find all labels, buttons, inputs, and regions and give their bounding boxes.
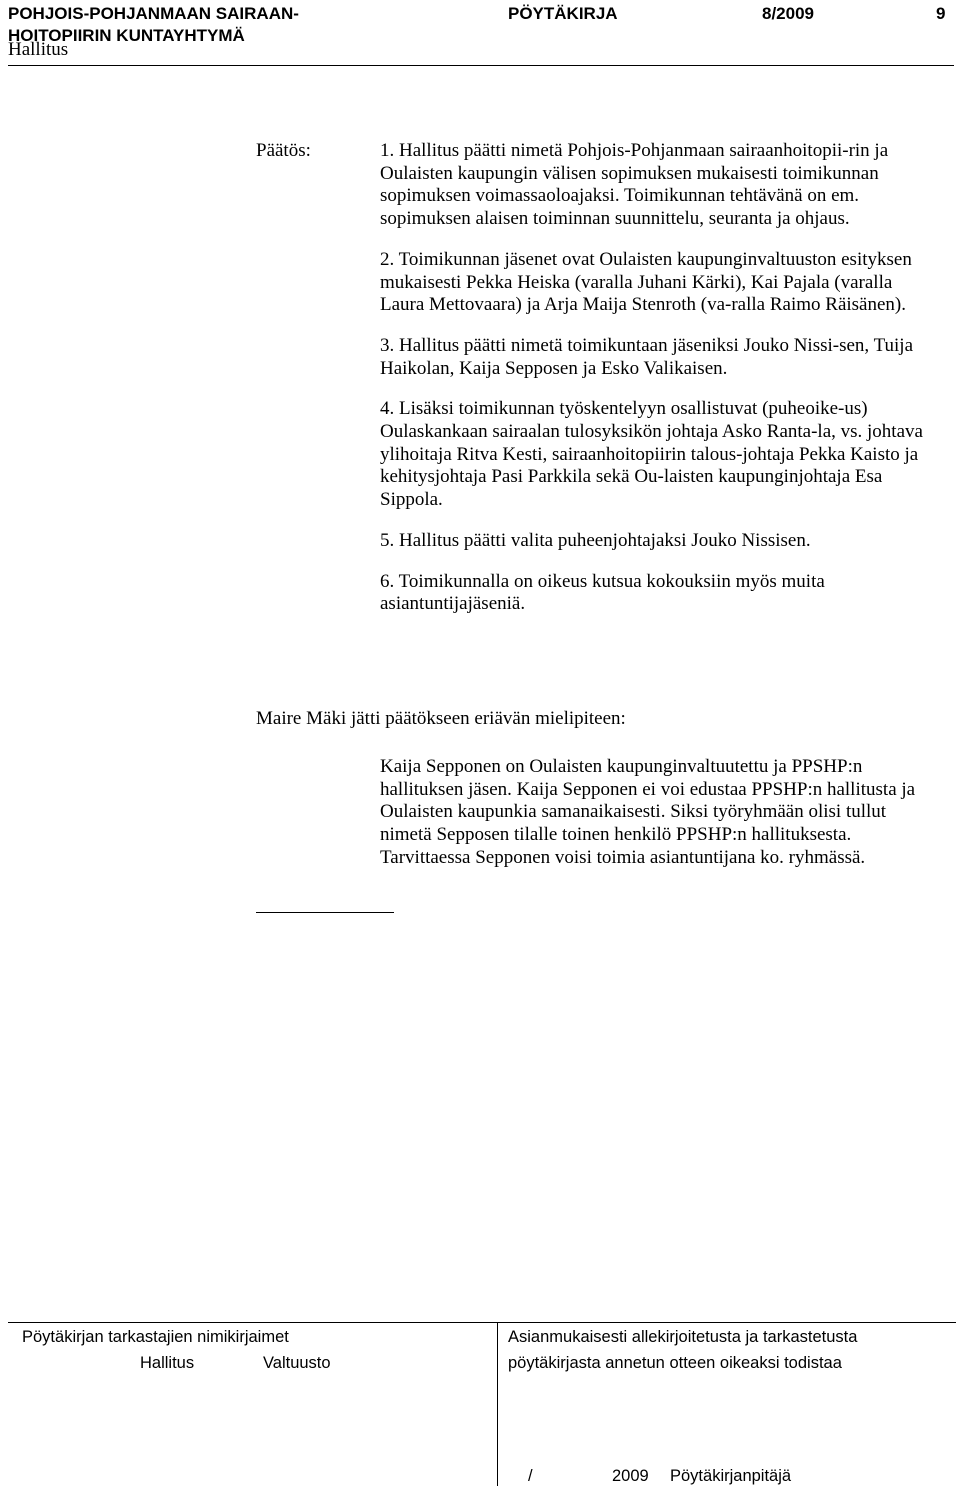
decision-item-5: 5. Hallitus päätti valita puheenjohtajaksi Jouko Nissisen. [380, 529, 811, 551]
organization-name-line2: HOITOPIIRIN KUNTAYHTYMÄ [8, 26, 245, 45]
date-slash: / [528, 1467, 533, 1485]
board-initials-label: Hallitus [140, 1354, 195, 1372]
decision-item-1: 1. Hallitus päätti nimetä Pohjois-Pohjanmaan sairaanhoitopii-rin ja Oulaisten kaupungin välisen sopimuksen mukaisesti toimikunnan sopimuksen voimassaoloajaksi. Toimikunnan tehtävänä on em. sopimuksen alaisen toiminnan suunnittelu, seuranta ja ohjaus. [380, 140, 889, 230]
page-number: 9 [936, 4, 946, 23]
decision-item-3: 3. Hallitus päätti nimetä toimikuntaan jäseniksi Jouko Nissi-sen, Tuija Haikolan, Kaija Sepposen ja Esko Valikaisen. [380, 334, 914, 379]
footer-column-divider [497, 1322, 498, 1486]
section-end-rule [256, 912, 394, 913]
meeting-number: 8/2009 [762, 4, 814, 23]
decision-items [380, 140, 940, 634]
decision-item-2: 2. Toimikunnan jäsenet ovat Oulaisten kaupunginvaltuuston esityksen mukaisesti Pekka Heiska (varalla Juhani Kärki), Kai Pajala (varalla Laura Mettovaara) ja Arja Maija Stenroth (va-ralla Raimo Räisänen). [380, 248, 912, 316]
certification-line-2: pöytäkirjasta annetun otteen oikeaksi todistaa [508, 1354, 842, 1372]
document-type: PÖYTÄKIRJA [508, 4, 618, 23]
organization-name-line1: POHJOIS-POHJANMAAN SAIRAAN- [8, 4, 299, 23]
council-initials-label: Valtuusto [263, 1354, 331, 1372]
reviewers-initials-title: Pöytäkirjan tarkastajien nimikirjaimet [22, 1328, 289, 1346]
footer-divider [8, 1322, 956, 1323]
decision-item-6: 6. Toimikunnalla on oikeus kutsua kokouksiin myös muita asiantuntijajäseniä. [380, 570, 825, 615]
minutes-keeper-label: Pöytäkirjanpitäjä [670, 1467, 792, 1485]
decision-item-4: 4. Lisäksi toimikunnan työskentelyyn osallistuvat (puheoike-us) Oulaskankaan sairaalan tulosyksikön johtaja Asko Ranta-la, vs. johtava ylihoitaja Ritva Kesti, sairaanhoitopiirin talous-johtaja Pekka Kaisto ja kehitysjohtaja Pasi Parkkila sekä Ou-laisten kaupunginjohtaja Esa Sippola. [380, 398, 923, 511]
section-title: Hallitus [8, 39, 69, 60]
date-year: 2009 [612, 1467, 649, 1485]
dissent-text: Kaija Sepponen on Oulaisten kaupunginvaltuutettu ja PPSHP:n hallituksen jäsen. Kaija Sepponen ei voi edustaa PPSHP:n hallitusta ja Oulaisten kaupunkia samanaikaisesti. Siksi työryhmään olisi tullut nimetä Sepposen tilalle toinen henkilö PPSHP:n hallituksesta. Tarvittaessa Sepponen voisi toimia asiantuntijana ko. ryhmässä. [380, 756, 916, 868]
decision-label: Päätös: [256, 140, 311, 161]
dissent-intro: Maire Mäki jätti päätökseen eriävän mielipiteen: [256, 708, 626, 729]
certification-line-1: Asianmukaisesti allekirjoitetusta ja tarkastetusta [508, 1328, 858, 1346]
header-divider [8, 65, 954, 66]
